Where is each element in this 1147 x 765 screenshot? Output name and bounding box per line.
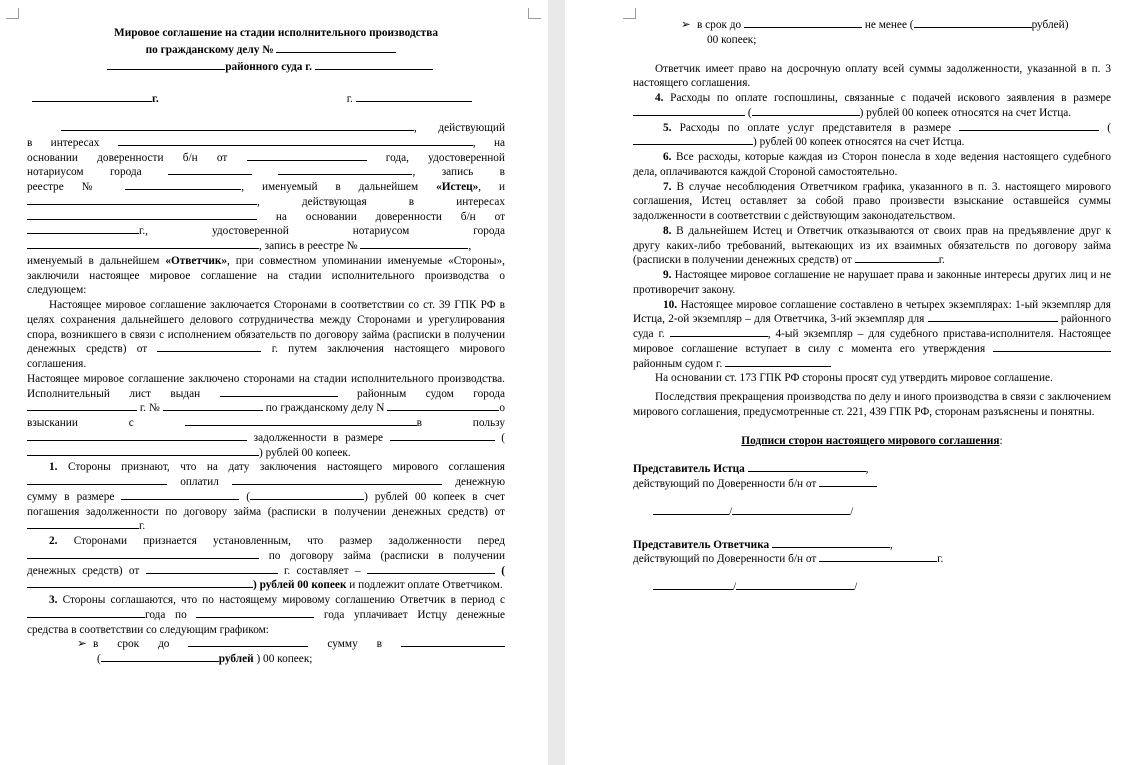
- parties-line: на основании доверенности б/н от: [27, 210, 505, 225]
- schedule-item: ➢ в срок до не менее ( рублей): [681, 19, 1069, 31]
- plaintiff-rep-acting: действующий по Доверенности б/н от: [633, 477, 1111, 492]
- parties-line: г., удостоверенной нотариусом города: [27, 224, 505, 239]
- right-page-content: [633, 18, 1111, 595]
- clause-7: 7. В случае несоблюдения Ответчиком графика, указанного в п. 3. настоящего мирового соглашения, Истец оставляет за собой право произвести взыскание оставшейся суммы задолженности в соответствии с действующим законодательством.: [633, 180, 1111, 222]
- clause-10: 10. Настоящее мировое соглашение составлено в четырех экземплярах: 1-ый экземпляр для Истца, 2-ой экземпляр – для Ответчика, 3-ий экземпляр для районного суда г. , 4-ый экземпляр – для судебного пристава-исполнителя. Настоящее мировое соглашение вступает в силу с момента его утверждения районным судом г.: [633, 298, 1112, 370]
- right-page: [565, 0, 1147, 765]
- corner-mark: [6, 8, 19, 19]
- schedule-item: ➢ в срок до сумму в: [77, 637, 505, 652]
- case-number-line: по гражданскому делу №: [37, 43, 505, 58]
- main-para-2: Настоящее мировое соглашение заключено сторонами на стадии исполнительного производства. Исполнительный лист выдан районным судом города г. № по гражданскому делу N о взыскании с в пользу задолженности в размере () рублей 00 копеек.: [27, 372, 506, 459]
- left-page-content: [27, 26, 505, 667]
- plaintiff-signature-line: / /: [653, 505, 1111, 520]
- court-line: районного суда г.: [35, 60, 505, 75]
- defendant-rep-acting: действующий по Доверенности б/н от г.: [633, 553, 944, 566]
- schedule-item-cents: 00 копеек;: [707, 33, 757, 46]
- parties-line: именуемый в дальнейшем «Ответчик», при совместном упоминании именуемые «Стороны», заключили настоящее мировое соглашение на стадии исполнительного производства о следующем:: [27, 254, 505, 297]
- clause-1: 1. Стороны признают, что на дату заключения настоящего мирового соглашения оплатил денежную сумму в размере ( ) рублей 00 копеек в счет погашения задолженности по договору займа (расписки в получении денежных средств) от г.: [27, 461, 506, 533]
- place-date-line: г. г.: [27, 92, 505, 107]
- parties-line: реестре № , именуемый в дальнейшем «Истец», и: [27, 181, 506, 193]
- parties-line: , действующая в интересах: [27, 195, 505, 210]
- clause-8: 8. В дальнейшем Истец и Ответчик отказываются от своих прав на предъявление друг к другу каких-либо требований, вытекающих из их взаимных обязательств по договору займа (расписки в получении денежных средств) от г.: [633, 224, 1112, 267]
- arrow-bullet-icon: ➢: [77, 638, 87, 651]
- parties-line: нотариусом города , запись в: [27, 166, 505, 179]
- plaintiff-rep-line: Представитель Истца ,: [633, 463, 869, 476]
- document-title: Мировое соглашение на стадии исполнительного производства: [114, 27, 438, 39]
- approval-para: На основании ст. 173 ГПК РФ стороны просят суд утвердить мировое соглашение.: [655, 372, 1053, 385]
- signatures-title: Подписи сторон настоящего мирового соглашения:: [741, 434, 1003, 447]
- early-payment-para: Ответчик имеет право на досрочную оплату всей суммы задолженности, указанной в п. 3 настоящего соглашения.: [633, 62, 1111, 90]
- schedule-item-amount: ( рублей ) 00 копеек;: [97, 653, 313, 665]
- left-page: [0, 0, 548, 765]
- clause-9: 9. Настоящее мировое соглашение не нарушает права и законные интересы других лиц и не противоречит закону.: [633, 269, 1111, 296]
- clause-2: 2. Сторонами признается установленным, что размер задолженности перед по договору займа (расписки в получении денежных средств) от г. составляет – () рублей 00 копеек и подлежит оплате Ответчиком.: [27, 535, 506, 592]
- clause-4: 4. Расходы по оплате госпошлины, связанные с подачей искового заявления в размере ( ) рублей 00 копеек относятся на счет Истца.: [633, 91, 1111, 121]
- clause-3: 3. Стороны соглашаются, что по настоящему мировому соглашению Ответчик в период с года по года уплачивает Истцу денежные средства в соответствии со следующим графиком:: [27, 594, 505, 636]
- main-para-1: Настоящее мировое соглашение заключается Сторонами в соответствии со ст. 39 ГПК РФ в целях сохранения дальнейшего делового сотрудничества между Сторонами и урегулирования спора, возникшего в связи с исполнением обязательств по договору займа (расписки в получении денежных средств) от г. путем заключения настоящего мирового соглашения.: [27, 299, 505, 370]
- corner-mark: [528, 8, 541, 19]
- defendant-signature-line: / /: [653, 580, 1111, 595]
- clause-5: 5. Расходы по оплате услуг представителя в размере () рублей 00 копеек относятся на счет Истца.: [633, 121, 1111, 151]
- parties-line: в интересах , на: [27, 136, 505, 149]
- parties-line: , запись в реестре № ,: [27, 239, 505, 254]
- consequences-para: Последствия прекращения производства по делу и иного производства в связи с заключением мирового соглашения, предусмотренные ст. 221, 439 ГПК РФ, сторонам разъяснены и понятны.: [633, 391, 1111, 418]
- parties-para: , действующий: [27, 121, 505, 136]
- clause-6: 6. Все расходы, которые каждая из Сторон понесла в ходе ведения настоящего судебного дела, оплачиваются каждой Стороной самостоятельно.: [633, 151, 1111, 178]
- defendant-rep-line: Представитель Ответчика ,: [633, 538, 893, 551]
- arrow-bullet-icon: ➢: [681, 19, 691, 31]
- parties-line: основании доверенности б/н от года, удостоверенной: [27, 151, 505, 164]
